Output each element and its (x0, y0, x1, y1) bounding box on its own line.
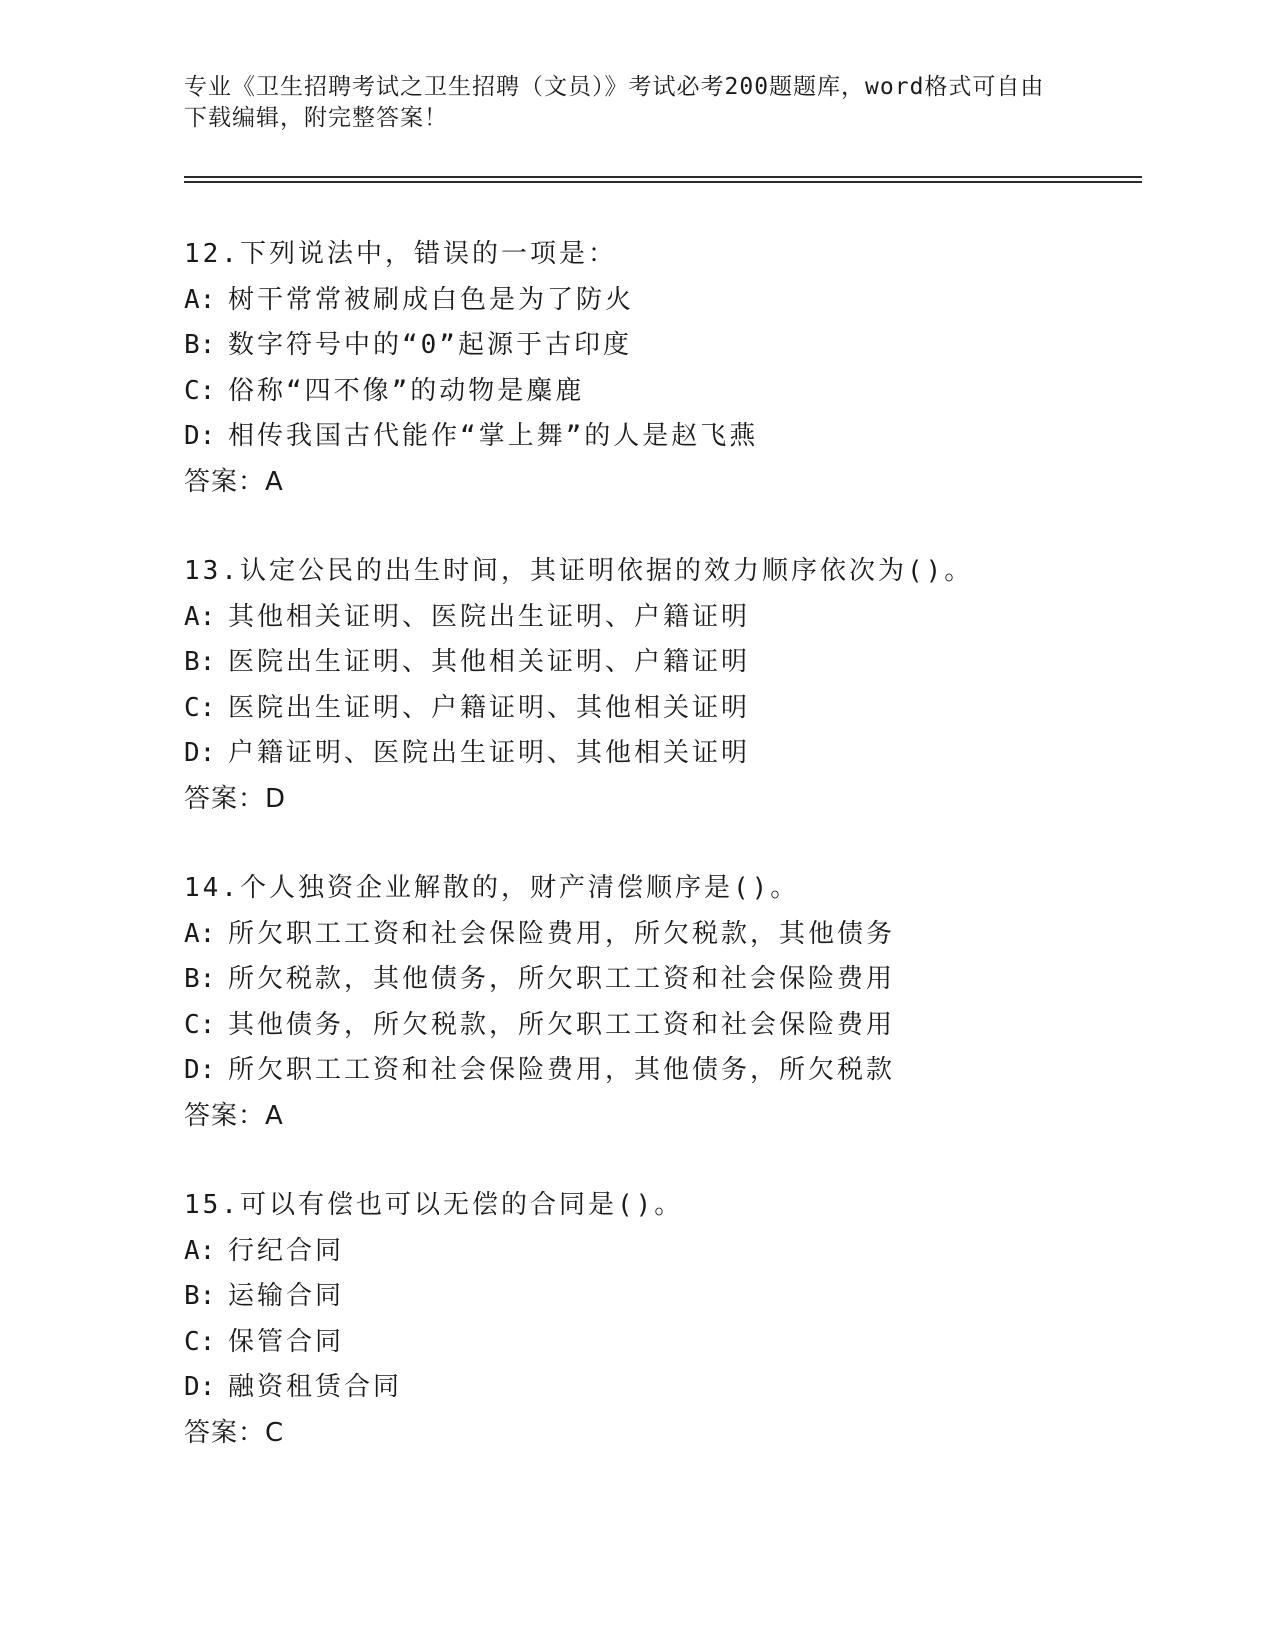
answer-line: 答案：C (184, 1417, 285, 1448)
option-text: 所欠税款，其他债务，所欠职工工资和社会保险费用 (228, 964, 896, 994)
option-text: 医院出生证明、户籍证明、其他相关证明 (228, 692, 751, 723)
option-text: 行纪合同 (228, 1235, 345, 1266)
option-key: A: (184, 918, 216, 949)
option-c (184, 1320, 1142, 1366)
option-text: 数字符号中的“0”起源于古印度 (228, 330, 632, 360)
option-a (184, 912, 1142, 958)
question-13 (184, 549, 1142, 822)
question-stem: 15.可以有偿也可以无偿的合同是()。 (184, 1190, 684, 1220)
option-c (184, 686, 1142, 732)
option-b (184, 957, 1142, 1003)
question-list (184, 232, 1142, 1500)
option-b (184, 323, 1142, 369)
option-b (184, 1274, 1142, 1320)
answer-line: 答案：A (184, 1100, 284, 1131)
header-divider-bottom (184, 181, 1142, 183)
option-key: B: (184, 964, 216, 994)
option-d (184, 1048, 1142, 1094)
option-text: 所欠职工工资和社会保险费用，其他债务，所欠税款 (228, 1055, 896, 1085)
option-b (184, 640, 1142, 686)
option-c (184, 369, 1142, 415)
option-key: C: (184, 1009, 216, 1040)
option-key: B: (184, 647, 216, 677)
option-text: 树干常常被刷成白色是为了防火 (228, 284, 635, 315)
option-text: 融资租赁合同 (228, 1372, 403, 1402)
option-key: D: (184, 738, 216, 768)
answer-line: 答案：D (184, 783, 287, 814)
option-text: 相传我国古代能作“掌上舞”的人是赵飞燕 (228, 421, 759, 451)
question-stem: 14.个人独资企业解散的，财产清偿顺序是()。 (184, 873, 800, 903)
question-15 (184, 1183, 1142, 1456)
question-stem: 13.认定公民的出生时间，其证明依据的效力顺序依次为()。 (184, 556, 974, 586)
option-key: D: (184, 421, 216, 451)
option-d (184, 414, 1142, 460)
header-divider-top (184, 176, 1142, 178)
option-text: 户籍证明、医院出生证明、其他相关证明 (228, 738, 751, 768)
option-text: 保管合同 (228, 1326, 345, 1357)
option-text: 医院出生证明、其他相关证明、户籍证明 (228, 647, 751, 677)
question-stem: 12.下列说法中，错误的一项是： (184, 239, 617, 269)
option-key: B: (184, 330, 216, 360)
option-key: C: (184, 692, 216, 723)
option-text: 俗称“四不像”的动物是麋鹿 (228, 375, 585, 406)
option-a (184, 595, 1142, 641)
option-text: 运输合同 (228, 1281, 345, 1311)
option-key: A: (184, 601, 216, 632)
option-key: C: (184, 1326, 216, 1357)
option-key: A: (184, 284, 216, 315)
question-14 (184, 866, 1142, 1139)
option-key: B: (184, 1281, 216, 1311)
option-text: 其他相关证明、医院出生证明、户籍证明 (228, 601, 751, 632)
option-d (184, 1365, 1142, 1411)
option-a (184, 278, 1142, 324)
option-text: 其他债务，所欠税款，所欠职工工资和社会保险费用 (228, 1009, 896, 1040)
option-key: C: (184, 375, 216, 406)
option-key: D: (184, 1055, 216, 1085)
option-a (184, 1229, 1142, 1275)
question-12 (184, 232, 1142, 505)
option-key: D: (184, 1372, 216, 1402)
answer-line: 答案：A (184, 466, 284, 497)
option-d (184, 731, 1142, 777)
option-text: 所欠职工工资和社会保险费用，所欠税款，其他债务 (228, 918, 896, 949)
document-intro: 专业《卫生招聘考试之卫生招聘（文员）》考试必考200题题库，word格式可自由下载编辑，附完整答案！ (184, 74, 1045, 131)
option-key: A: (184, 1235, 216, 1266)
option-c (184, 1003, 1142, 1049)
